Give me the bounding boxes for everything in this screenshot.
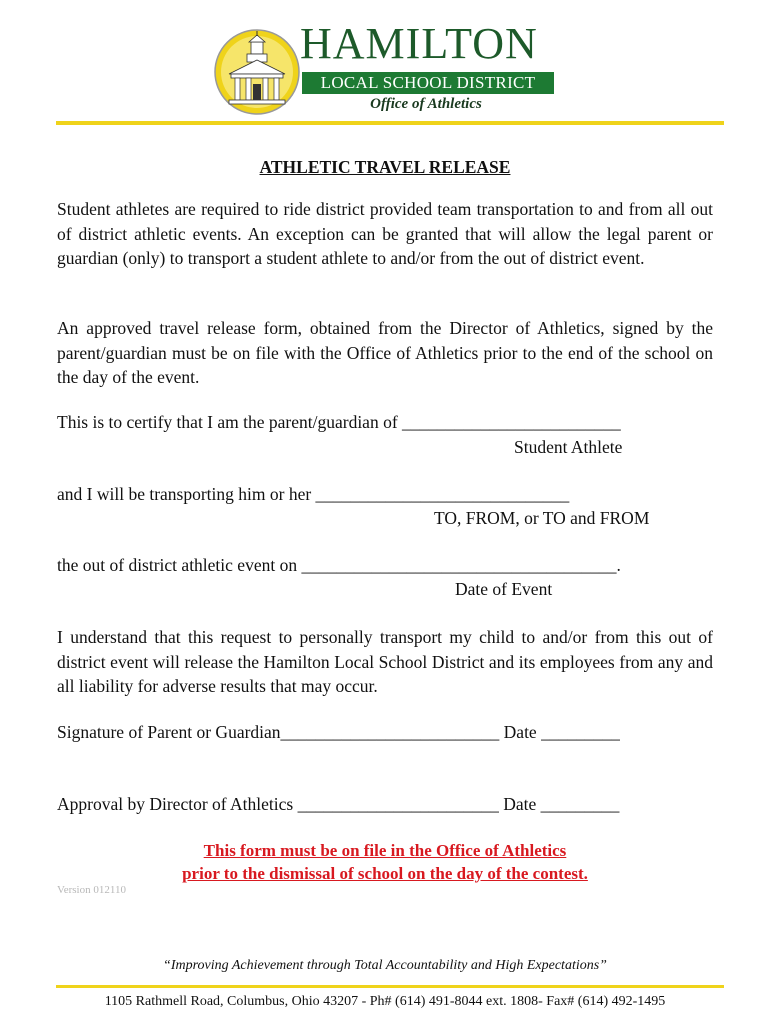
footer-rule <box>56 985 724 988</box>
district-motto: “Improving Achievement through Total Accountability and High Expectations” <box>163 958 607 973</box>
parent-signature-line: Signature of Parent or Guardian_________________________ Date _________ <box>57 722 620 742</box>
district-logo <box>213 28 301 116</box>
notice-line-1: This form must be on file in the Office of Athletics <box>203 841 567 860</box>
header-rule <box>56 121 724 125</box>
director-approval-line: Approval by Director of Athletics _______________________ Date _________ <box>57 794 620 814</box>
transport-caption: TO, FROM, or TO and FROM <box>434 508 650 528</box>
version-label: Version 012110 <box>57 884 126 896</box>
student-athlete-caption: Student Athlete <box>514 437 623 457</box>
transport-line: and I will be transporting him or her _____________________________ <box>57 484 570 504</box>
event-date-caption: Date of Event <box>455 579 553 599</box>
district-name: HAMILTON <box>300 19 538 68</box>
liability-paragraph: I understand that this request to personally transport my child to and/or from this out of district event will release the Hamilton Local School District and its employees from any and all liability for adverse results that may occur. <box>57 627 713 696</box>
office-name: Office of Athletics <box>370 96 482 112</box>
courthouse-cupola-icon <box>213 28 301 116</box>
district-subtitle-bar: LOCAL SCHOOL DISTRICT <box>302 72 554 94</box>
event-date-line: the out of district athletic event on ____________________________________. <box>57 555 621 575</box>
intro-paragraph: Student athletes are required to ride district provided team transportation to and from all out of district athletic events. An exception can be granted that will allow the legal parent or guardian (only) to transport a student athlete to and/or from the out of district event. <box>57 199 713 268</box>
form-title: ATHLETIC TRAVEL RELEASE <box>259 157 511 177</box>
notice-line-2: prior to the dismissal of school on the day of the contest. <box>182 864 588 883</box>
approval-paragraph: An approved travel release form, obtained from the Director of Athletics, signed by the parent/guardian must be on file with the Office of Athletics prior to the end of the school on the day of the event. <box>57 318 713 387</box>
certify-line: This is to certify that I am the parent/guardian of _________________________ <box>57 412 621 432</box>
district-address: 1105 Rathmell Road, Columbus, Ohio 43207 - Ph# (614) 491-8044 ext. 1808- Fax# (614) 492-1495 <box>104 994 666 1009</box>
